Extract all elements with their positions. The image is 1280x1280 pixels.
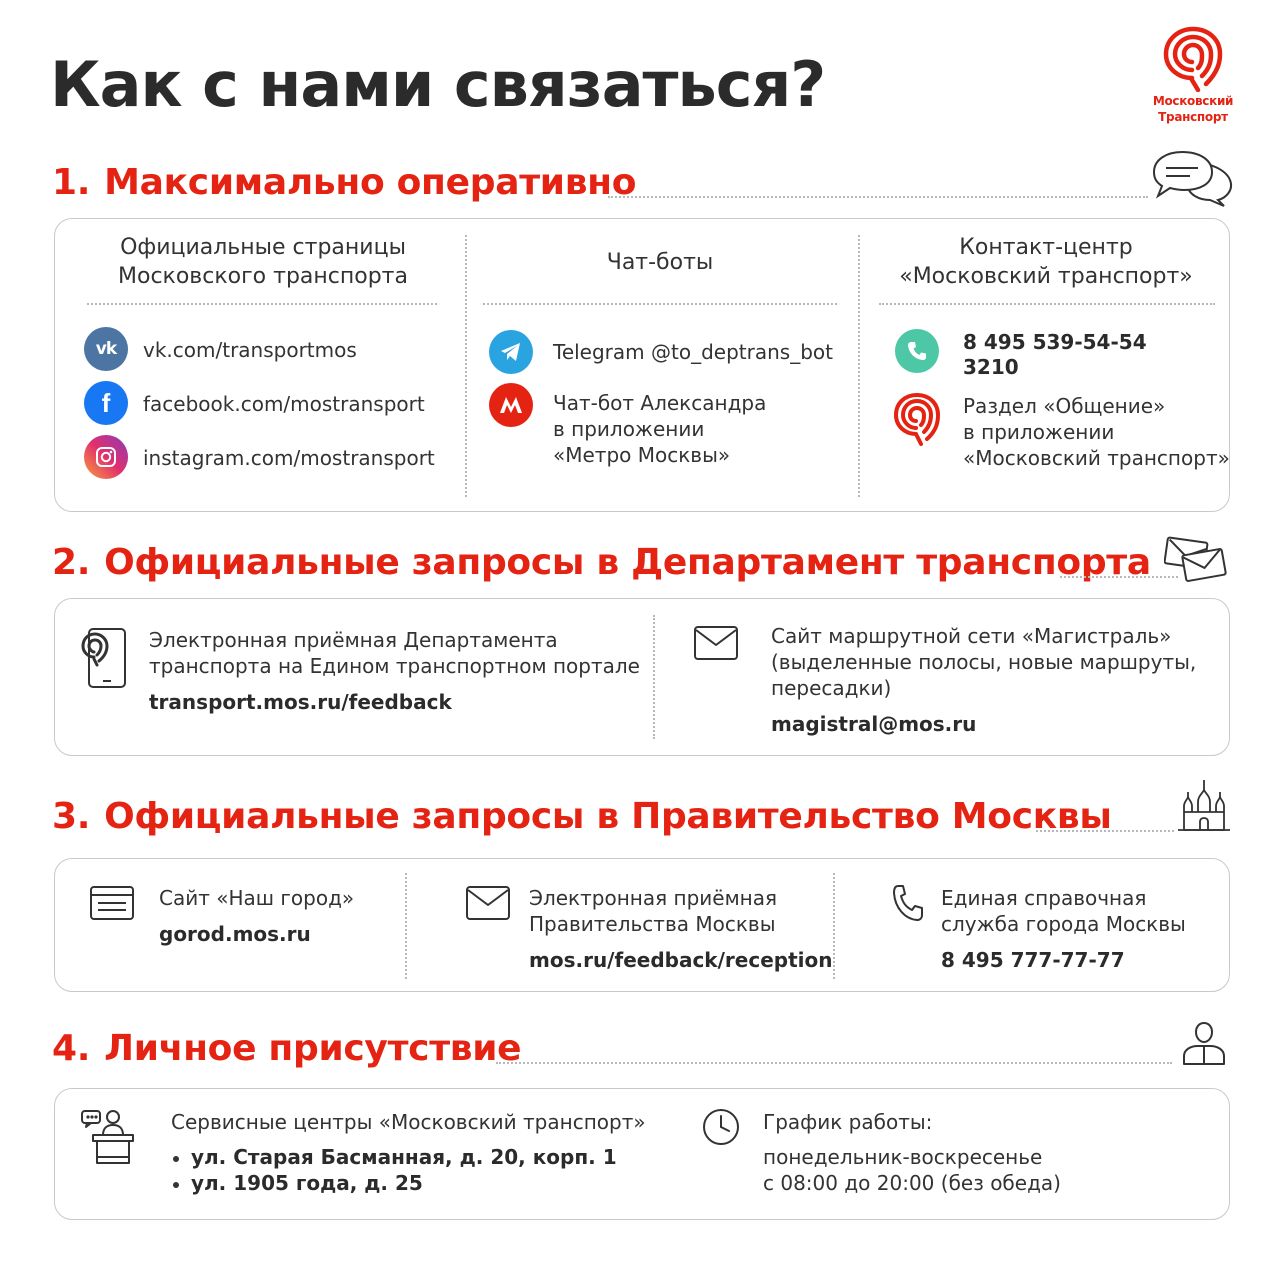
telegram-icon[interactable] [489, 330, 533, 374]
section-3-card [54, 858, 1230, 992]
reception-line2: Правительства Москвы [529, 912, 776, 936]
column-divider [833, 873, 835, 979]
contact-phone-short[interactable]: 3210 [963, 355, 1019, 379]
section-number: 3. [52, 796, 91, 837]
heading-divider [879, 303, 1215, 305]
facebook-link[interactable]: facebook.com/mostransport [143, 392, 425, 416]
service-desk-icon [79, 1107, 137, 1167]
mostransport-app-icon [893, 391, 941, 447]
phone-icon [895, 329, 939, 373]
magistral-email[interactable]: magistral@mos.ru [771, 712, 977, 736]
schedule-hours: с 08:00 до 20:00 (без обеда) [763, 1171, 1061, 1195]
phone-handset-icon [891, 883, 925, 923]
nash-gorod-link[interactable]: gorod.mos.ru [159, 922, 311, 946]
col-heading-line1: Контакт-центр [959, 235, 1133, 260]
column-divider [465, 235, 467, 497]
app-section-line1: Раздел «Общение» [963, 394, 1166, 418]
column-divider [405, 873, 407, 979]
magistral-line1: Сайт маршрутной сети «Магистраль» [771, 624, 1172, 648]
heading-divider [483, 303, 837, 305]
section-1-title [52, 162, 636, 203]
section-number: 4. [52, 1028, 91, 1069]
section-divider [1060, 576, 1178, 578]
heading-divider [87, 303, 437, 305]
portal-link[interactable]: transport.mos.ru/feedback [149, 690, 452, 714]
page-title: Как с нами связаться? [50, 48, 826, 121]
section-2-card [54, 598, 1230, 756]
metro-bot-line2: в приложении [553, 417, 705, 441]
reception-line1: Электронная приёмная [529, 886, 778, 910]
logo-icon [1162, 26, 1224, 92]
column-divider [858, 235, 860, 497]
service-centers-heading: Сервисные центры «Московский транспорт» [171, 1110, 646, 1134]
section-divider [1036, 830, 1174, 832]
kremlin-icon [1176, 776, 1232, 834]
address-1: ул. Старая Басманная, д. 20, корп. 1 [191, 1145, 617, 1169]
logo-line2: Транспорт [1158, 110, 1228, 124]
section-heading: Максимально оперативно [104, 162, 637, 203]
col-heading-line2: Московского транспорта [118, 264, 408, 289]
section-1-card [54, 218, 1230, 512]
col-heading-line2: «Московский транспорт» [899, 264, 1193, 289]
section-4-card [54, 1088, 1230, 1220]
section-heading: Личное присутствие [104, 1028, 522, 1069]
vk-icon[interactable]: vk [84, 327, 128, 371]
bullet [173, 1182, 179, 1188]
browser-icon [89, 885, 135, 923]
col-heading-line1: Чат-боты [606, 250, 714, 275]
facebook-icon[interactable]: f [84, 381, 128, 425]
reception-link[interactable]: mos.ru/feedback/reception [529, 948, 833, 972]
help-line1: Единая справочная [941, 886, 1147, 910]
envelopes-icon [1164, 536, 1230, 584]
schedule-days: понедельник-воскресенье [763, 1145, 1043, 1169]
schedule-heading: График работы: [763, 1110, 933, 1134]
section-number: 2. [52, 542, 91, 583]
magistral-line3: пересадки) [771, 676, 892, 700]
section-heading: Официальные запросы в Правительство Москвы [104, 796, 1112, 837]
instagram-icon[interactable] [84, 435, 128, 479]
nash-gorod-label: Сайт «Наш город» [159, 886, 355, 910]
envelope-icon [465, 885, 513, 923]
metro-icon [489, 383, 533, 427]
col-heading-line1: Официальные страницы [120, 235, 406, 260]
section-divider [496, 1062, 1172, 1064]
metro-bot-line3: «Метро Москвы» [553, 443, 731, 467]
section-number: 1. [52, 162, 91, 203]
section-4-title [52, 1028, 521, 1069]
column-divider [653, 615, 655, 739]
telegram-bot-link[interactable]: Telegram @to_deptrans_bot [553, 340, 833, 364]
app-section-line2: в приложении [963, 420, 1115, 444]
logo-line1: Московский [1152, 94, 1234, 108]
section-divider [608, 196, 1148, 198]
portal-line2: транспорта на Едином транспортном портале [149, 654, 640, 678]
metro-bot-line1: Чат-бот Александра [553, 391, 767, 415]
mosttransport-logo [1150, 26, 1236, 124]
contact-phone[interactable]: 8 495 539-54-54 [963, 330, 1147, 354]
magistral-line2: (выделенные полосы, новые маршруты, [771, 650, 1197, 674]
section-3-title [52, 796, 1112, 837]
section-2-title [52, 542, 1151, 583]
mobile-portal-icon [79, 621, 129, 691]
clock-icon [701, 1107, 741, 1147]
section-heading: Официальные запросы в Департамент транспорта [104, 542, 1151, 583]
app-section-line3: «Московский транспорт» [963, 446, 1230, 470]
instagram-link[interactable]: instagram.com/mostransport [143, 446, 435, 470]
envelope-icon [693, 625, 741, 663]
help-phone[interactable]: 8 495 777-77-77 [941, 948, 1125, 972]
vk-link[interactable]: vk.com/transportmos [143, 338, 357, 362]
help-line2: служба города Москвы [941, 912, 1186, 936]
portal-line1: Электронная приёмная Департамента [149, 628, 558, 652]
chat-bubbles-icon [1150, 148, 1236, 208]
person-icon [1180, 1020, 1228, 1066]
bullet [173, 1156, 179, 1162]
address-2: ул. 1905 года, д. 25 [191, 1171, 423, 1195]
